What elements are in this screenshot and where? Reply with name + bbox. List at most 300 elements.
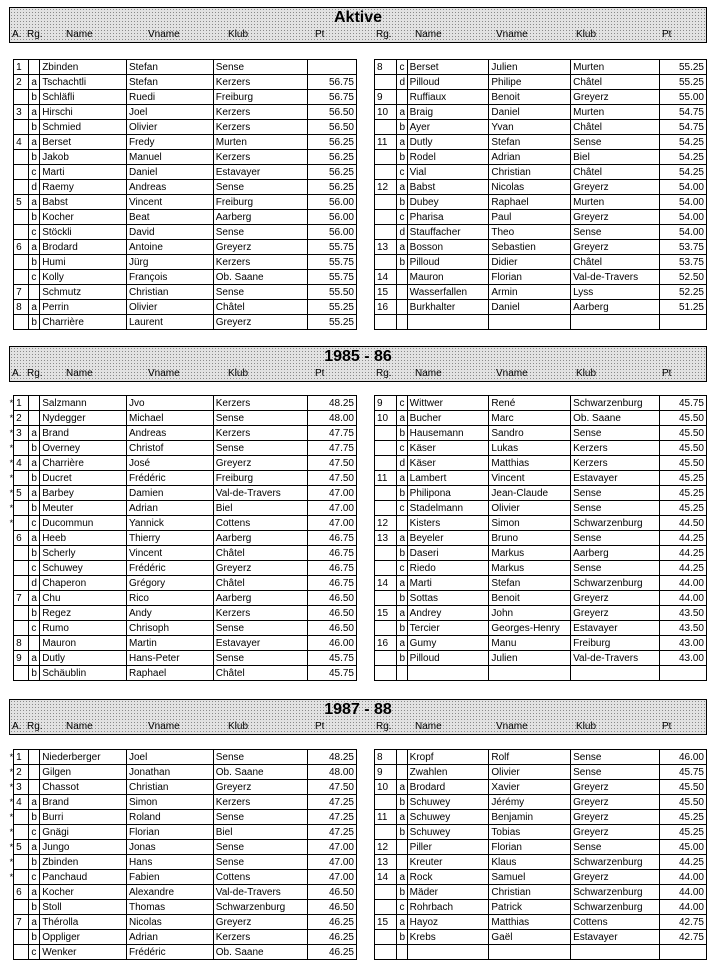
rank-cell: 3 xyxy=(14,426,29,441)
sub-rank-cell xyxy=(397,300,407,315)
vorname-cell: Raphael xyxy=(489,195,571,210)
points-cell: 47.00 xyxy=(308,501,357,516)
table-row xyxy=(5,180,357,195)
name-cell: Vial xyxy=(407,165,489,180)
vorname-cell: Olivier xyxy=(126,120,213,135)
table-row xyxy=(5,150,357,165)
marker-cell xyxy=(5,315,14,330)
klub-cell: Sense xyxy=(213,441,307,456)
klub-cell: Kerzers xyxy=(571,456,660,471)
section-title: 1987 - 88 xyxy=(324,701,392,718)
sub-rank-cell: d xyxy=(397,75,407,90)
klub-cell xyxy=(571,666,660,681)
ranking-table-1985-86-right xyxy=(374,395,707,681)
table-row xyxy=(5,75,357,90)
table-row xyxy=(5,516,357,531)
table-row xyxy=(5,120,357,135)
klub-cell: Greyerz xyxy=(571,180,660,195)
points-cell: 46.50 xyxy=(308,900,357,915)
name-cell: Heeb xyxy=(40,531,127,546)
klub-cell: Cottens xyxy=(213,870,307,885)
rank-cell: 9 xyxy=(375,396,397,411)
marker-cell xyxy=(5,930,14,945)
marker-cell xyxy=(5,651,14,666)
name-cell xyxy=(407,945,489,960)
points-cell: 47.75 xyxy=(308,441,357,456)
table-row xyxy=(375,315,707,330)
vorname-cell: Hans xyxy=(126,855,213,870)
marker-cell: * xyxy=(9,856,14,867)
table-row xyxy=(5,285,357,300)
klub-cell: Biel xyxy=(571,150,660,165)
klub-cell: Aarberg xyxy=(571,300,660,315)
table-row xyxy=(375,531,707,546)
name-cell: Stadelmann xyxy=(407,501,489,516)
rank-cell xyxy=(14,165,29,180)
col-name-label-right: Name xyxy=(415,721,442,732)
marker-cell: * xyxy=(9,487,14,498)
points-cell: 56.00 xyxy=(308,195,357,210)
name-cell: Hirschi xyxy=(40,105,127,120)
points-cell: 45.00 xyxy=(659,840,706,855)
name-cell: Zwahlen xyxy=(407,765,489,780)
klub-cell: Estavayer xyxy=(213,165,307,180)
ranking-table-aktive-left xyxy=(5,59,357,330)
name-cell: Kocher xyxy=(40,210,127,225)
table-row xyxy=(375,855,707,870)
klub-cell: Greyerz xyxy=(571,795,660,810)
points-cell: 45.50 xyxy=(659,411,706,426)
table-row xyxy=(5,651,357,666)
points-cell: 47.00 xyxy=(308,516,357,531)
klub-cell: Greyerz xyxy=(571,591,660,606)
points-cell: 53.75 xyxy=(659,240,706,255)
rank-cell xyxy=(375,591,397,606)
vorname-cell: Hans-Peter xyxy=(126,651,213,666)
sub-rank-cell xyxy=(397,945,407,960)
klub-cell xyxy=(571,945,660,960)
klub-cell: Greyerz xyxy=(571,210,660,225)
marker-cell xyxy=(5,135,14,150)
name-cell: Tschachtli xyxy=(40,75,127,90)
ranking-table-1987-88-right xyxy=(374,749,707,960)
points-cell: 44.25 xyxy=(659,531,706,546)
name-cell: Babst xyxy=(407,180,489,195)
sub-rank-cell: a xyxy=(397,471,407,486)
vorname-cell: Samuel xyxy=(489,870,571,885)
rank-cell xyxy=(375,945,397,960)
points-cell: 54.00 xyxy=(659,195,706,210)
points-cell xyxy=(659,945,706,960)
name-cell: Kisters xyxy=(407,516,489,531)
sub-rank-cell: b xyxy=(397,150,407,165)
table-row xyxy=(375,840,707,855)
name-cell: Thérolla xyxy=(40,915,127,930)
name-cell: Ruffiaux xyxy=(407,90,489,105)
sub-rank-cell: a xyxy=(29,915,40,930)
rank-cell: 12 xyxy=(375,516,397,531)
name-cell: Käser xyxy=(407,441,489,456)
col-rg-label: Rg. xyxy=(27,29,43,40)
table-row xyxy=(5,915,357,930)
sub-rank-cell: a xyxy=(29,105,40,120)
sub-rank-cell xyxy=(397,750,407,765)
sub-rank-cell: c xyxy=(397,210,407,225)
table-row xyxy=(5,930,357,945)
sub-rank-cell: a xyxy=(29,195,40,210)
points-cell: 56.00 xyxy=(308,210,357,225)
rank-cell: 6 xyxy=(14,531,29,546)
rank-cell xyxy=(14,120,29,135)
name-cell: Kreuter xyxy=(407,855,489,870)
table-row xyxy=(5,870,357,885)
vorname-cell: Jürg xyxy=(126,255,213,270)
points-cell: 48.00 xyxy=(308,765,357,780)
name-cell: Berset xyxy=(40,135,127,150)
points-cell: 45.25 xyxy=(659,501,706,516)
points-cell: 46.25 xyxy=(308,915,357,930)
sub-rank-cell: c xyxy=(397,165,407,180)
name-cell: Salzmann xyxy=(40,396,127,411)
table-row xyxy=(375,285,707,300)
table-row xyxy=(375,810,707,825)
col-a-label: A. xyxy=(12,368,22,379)
marker-cell: * xyxy=(9,442,14,453)
klub-cell: Freiburg xyxy=(213,195,307,210)
vorname-cell: Adrian xyxy=(126,501,213,516)
col-a-label: A. xyxy=(12,29,22,40)
table-row xyxy=(5,780,357,795)
rank-cell xyxy=(375,426,397,441)
marker-cell: * xyxy=(9,796,14,807)
marker-cell: * xyxy=(9,811,14,822)
vorname-cell: Beat xyxy=(126,210,213,225)
vorname-cell: Jonas xyxy=(126,840,213,855)
name-cell: Rumo xyxy=(40,621,127,636)
table-row xyxy=(375,270,707,285)
name-cell: Marti xyxy=(407,576,489,591)
sub-rank-cell: b xyxy=(397,591,407,606)
klub-cell: Schwarzenburg xyxy=(571,576,660,591)
points-cell: 51.25 xyxy=(659,300,706,315)
name-cell: Kropf xyxy=(407,750,489,765)
klub-cell: Val-de-Travers xyxy=(213,486,307,501)
rank-cell xyxy=(375,561,397,576)
points-cell: 54.00 xyxy=(659,180,706,195)
rank-cell: 15 xyxy=(375,915,397,930)
marker-cell: * xyxy=(9,517,14,528)
klub-cell: Châtel xyxy=(213,300,307,315)
sub-rank-cell: a xyxy=(397,636,407,651)
klub-cell: Sense xyxy=(571,765,660,780)
vorname-cell: Frédéric xyxy=(126,471,213,486)
table-row xyxy=(5,411,357,426)
table-row xyxy=(375,750,707,765)
sub-rank-cell xyxy=(397,765,407,780)
klub-cell: Kerzers xyxy=(571,441,660,456)
klub-cell: Greyerz xyxy=(571,780,660,795)
points-cell: 55.75 xyxy=(308,255,357,270)
vorname-cell: Benoit xyxy=(489,591,571,606)
klub-cell: Sense xyxy=(571,750,660,765)
sub-rank-cell: b xyxy=(29,930,40,945)
table-row xyxy=(5,441,357,456)
rank-cell: 15 xyxy=(375,285,397,300)
sub-rank-cell: a xyxy=(397,915,407,930)
rank-cell: 1 xyxy=(14,750,29,765)
table-row xyxy=(5,576,357,591)
klub-cell: Aarberg xyxy=(213,591,307,606)
klub-cell: Sense xyxy=(213,810,307,825)
name-cell: Schäublin xyxy=(40,666,127,681)
klub-cell: Châtel xyxy=(213,546,307,561)
rank-cell xyxy=(375,120,397,135)
table-row xyxy=(375,300,707,315)
name-cell: Wittwer xyxy=(407,396,489,411)
klub-cell: Biel xyxy=(213,825,307,840)
klub-cell: Lyss xyxy=(571,285,660,300)
rank-cell: 11 xyxy=(375,810,397,825)
vorname-cell: Matthias xyxy=(489,915,571,930)
vorname-cell: Yvan xyxy=(489,120,571,135)
name-cell: Kocher xyxy=(40,885,127,900)
vorname-cell: Armin xyxy=(489,285,571,300)
table-row xyxy=(5,945,357,960)
marker-cell xyxy=(5,561,14,576)
sub-rank-cell: b xyxy=(29,150,40,165)
points-cell: 55.25 xyxy=(308,315,357,330)
name-cell: Gumy xyxy=(407,636,489,651)
rank-cell: 8 xyxy=(375,60,397,75)
sub-rank-cell: a xyxy=(29,885,40,900)
vorname-cell: Adrian xyxy=(126,930,213,945)
vorname-cell: Thierry xyxy=(126,531,213,546)
klub-cell: Kerzers xyxy=(213,150,307,165)
vorname-cell: Frédéric xyxy=(126,945,213,960)
table-row xyxy=(375,135,707,150)
vorname-cell: Bruno xyxy=(489,531,571,546)
ranking-table-1987-88-left xyxy=(5,749,357,960)
vorname-cell: Didier xyxy=(489,255,571,270)
klub-cell: Sense xyxy=(571,531,660,546)
vorname-cell: Christian xyxy=(489,165,571,180)
klub-cell: Schwarzenburg xyxy=(571,516,660,531)
vorname-cell xyxy=(489,666,571,681)
marker-cell: * xyxy=(9,472,14,483)
rank-cell: 8 xyxy=(375,750,397,765)
vorname-cell: Yannick xyxy=(126,516,213,531)
name-cell: Marti xyxy=(40,165,127,180)
rank-cell: 10 xyxy=(375,105,397,120)
table-row xyxy=(5,60,357,75)
rank-cell xyxy=(14,150,29,165)
table-row xyxy=(5,396,357,411)
sub-rank-cell: a xyxy=(397,810,407,825)
klub-cell: Greyerz xyxy=(571,825,660,840)
rank-cell: 11 xyxy=(375,135,397,150)
col-pt-label: Pt xyxy=(315,368,325,379)
marker-cell xyxy=(5,621,14,636)
rank-cell: 10 xyxy=(375,780,397,795)
points-cell: 46.50 xyxy=(308,885,357,900)
points-cell: 43.00 xyxy=(659,651,706,666)
points-cell: 54.75 xyxy=(659,120,706,135)
points-cell: 47.00 xyxy=(308,855,357,870)
klub-cell: Estavayer xyxy=(571,930,660,945)
vorname-cell: Manuel xyxy=(126,150,213,165)
sub-rank-cell: a xyxy=(397,411,407,426)
klub-cell: Sense xyxy=(213,855,307,870)
klub-cell: Sense xyxy=(571,840,660,855)
vorname-cell: Philipe xyxy=(489,75,571,90)
marker-cell xyxy=(5,300,14,315)
table-row xyxy=(375,255,707,270)
table-row xyxy=(375,90,707,105)
vorname-cell: Stefan xyxy=(489,135,571,150)
vorname-cell: Klaus xyxy=(489,855,571,870)
name-cell: Ducommun xyxy=(40,516,127,531)
sub-rank-cell: b xyxy=(397,885,407,900)
marker-cell: * xyxy=(9,781,14,792)
rank-cell xyxy=(14,255,29,270)
marker-cell: * xyxy=(9,397,14,408)
rank-cell xyxy=(375,315,397,330)
sub-rank-cell xyxy=(29,285,40,300)
section-title: 1985 - 86 xyxy=(324,348,392,365)
col-vname-label-right: Vname xyxy=(496,368,528,379)
rank-cell xyxy=(14,870,29,885)
points-cell: 45.75 xyxy=(308,651,357,666)
points-cell: 56.25 xyxy=(308,165,357,180)
points-cell: 47.50 xyxy=(308,780,357,795)
marker-cell: * xyxy=(9,412,14,423)
rank-cell: 9 xyxy=(375,90,397,105)
rank-cell xyxy=(375,621,397,636)
sub-rank-cell xyxy=(29,750,40,765)
rank-cell: 6 xyxy=(14,885,29,900)
table-row xyxy=(375,456,707,471)
points-cell xyxy=(308,60,357,75)
rank-cell: 6 xyxy=(14,240,29,255)
name-cell: Stauffacher xyxy=(407,225,489,240)
klub-cell: Greyerz xyxy=(571,240,660,255)
sub-rank-cell xyxy=(29,411,40,426)
name-cell: Schmutz xyxy=(40,285,127,300)
points-cell: 45.50 xyxy=(659,426,706,441)
klub-cell: Sense xyxy=(213,60,307,75)
sub-rank-cell: b xyxy=(397,795,407,810)
vorname-cell: Florian xyxy=(489,840,571,855)
marker-cell xyxy=(5,60,14,75)
sub-rank-cell: a xyxy=(397,870,407,885)
points-cell: 54.00 xyxy=(659,225,706,240)
klub-cell: Châtel xyxy=(571,165,660,180)
marker-cell xyxy=(5,90,14,105)
points-cell: 45.50 xyxy=(659,795,706,810)
klub-cell: Kerzers xyxy=(213,426,307,441)
rank-cell xyxy=(375,150,397,165)
rank-cell: 16 xyxy=(375,300,397,315)
points-cell: 47.25 xyxy=(308,825,357,840)
klub-cell: Greyerz xyxy=(213,561,307,576)
table-row xyxy=(375,930,707,945)
points-cell xyxy=(659,315,706,330)
table-row xyxy=(375,411,707,426)
points-cell: 46.75 xyxy=(308,546,357,561)
points-cell: 54.25 xyxy=(659,165,706,180)
table-row xyxy=(375,120,707,135)
col-klub-label-right: Klub xyxy=(576,29,597,40)
klub-cell: Sense xyxy=(571,501,660,516)
rank-cell: 3 xyxy=(14,780,29,795)
vorname-cell: Julien xyxy=(489,60,571,75)
points-cell: 42.75 xyxy=(659,930,706,945)
vorname-cell: Florian xyxy=(126,825,213,840)
sub-rank-cell: a xyxy=(397,180,407,195)
klub-cell: Ob. Saane xyxy=(213,945,307,960)
klub-cell: Ob. Saane xyxy=(571,411,660,426)
table-row xyxy=(5,795,357,810)
table-row xyxy=(5,240,357,255)
col-name-label: Name xyxy=(66,721,93,732)
name-cell: Panchaud xyxy=(40,870,127,885)
rank-cell xyxy=(14,930,29,945)
table-row xyxy=(5,270,357,285)
sub-rank-cell: a xyxy=(29,75,40,90)
table-row xyxy=(375,165,707,180)
name-cell: Sottas xyxy=(407,591,489,606)
name-cell: Philipona xyxy=(407,486,489,501)
table-row xyxy=(5,315,357,330)
vorname-cell: Florian xyxy=(489,270,571,285)
sub-rank-cell xyxy=(29,765,40,780)
rank-cell xyxy=(14,210,29,225)
points-cell: 54.25 xyxy=(659,135,706,150)
klub-cell: Sense xyxy=(571,225,660,240)
sub-rank-cell: a xyxy=(29,486,40,501)
sub-rank-cell xyxy=(397,90,407,105)
table-row xyxy=(5,471,357,486)
name-cell: Chaperon xyxy=(40,576,127,591)
table-row xyxy=(5,750,357,765)
marker-cell xyxy=(5,576,14,591)
col-vname-label: Vname xyxy=(148,721,180,732)
points-cell: 42.75 xyxy=(659,915,706,930)
name-cell: Barbey xyxy=(40,486,127,501)
points-cell: 45.75 xyxy=(308,666,357,681)
rank-cell: 14 xyxy=(375,270,397,285)
sub-rank-cell: b xyxy=(29,255,40,270)
sub-rank-cell xyxy=(29,780,40,795)
table-row xyxy=(375,636,707,651)
points-cell: 48.25 xyxy=(308,750,357,765)
sub-rank-cell: c xyxy=(29,945,40,960)
col-klub-label-right: Klub xyxy=(576,368,597,379)
klub-cell: Aarberg xyxy=(213,531,307,546)
vorname-cell: Theo xyxy=(489,225,571,240)
rank-cell: 16 xyxy=(375,636,397,651)
rank-cell: 8 xyxy=(14,300,29,315)
rank-cell: 2 xyxy=(14,75,29,90)
marker-cell: * xyxy=(9,502,14,513)
points-cell: 48.00 xyxy=(308,411,357,426)
vorname-cell: Patrick xyxy=(489,900,571,915)
klub-cell: Aarberg xyxy=(213,210,307,225)
name-cell: Schläfli xyxy=(40,90,127,105)
rank-cell: 15 xyxy=(375,606,397,621)
vorname-cell: Jean-Claude xyxy=(489,486,571,501)
marker-cell: * xyxy=(9,871,14,882)
